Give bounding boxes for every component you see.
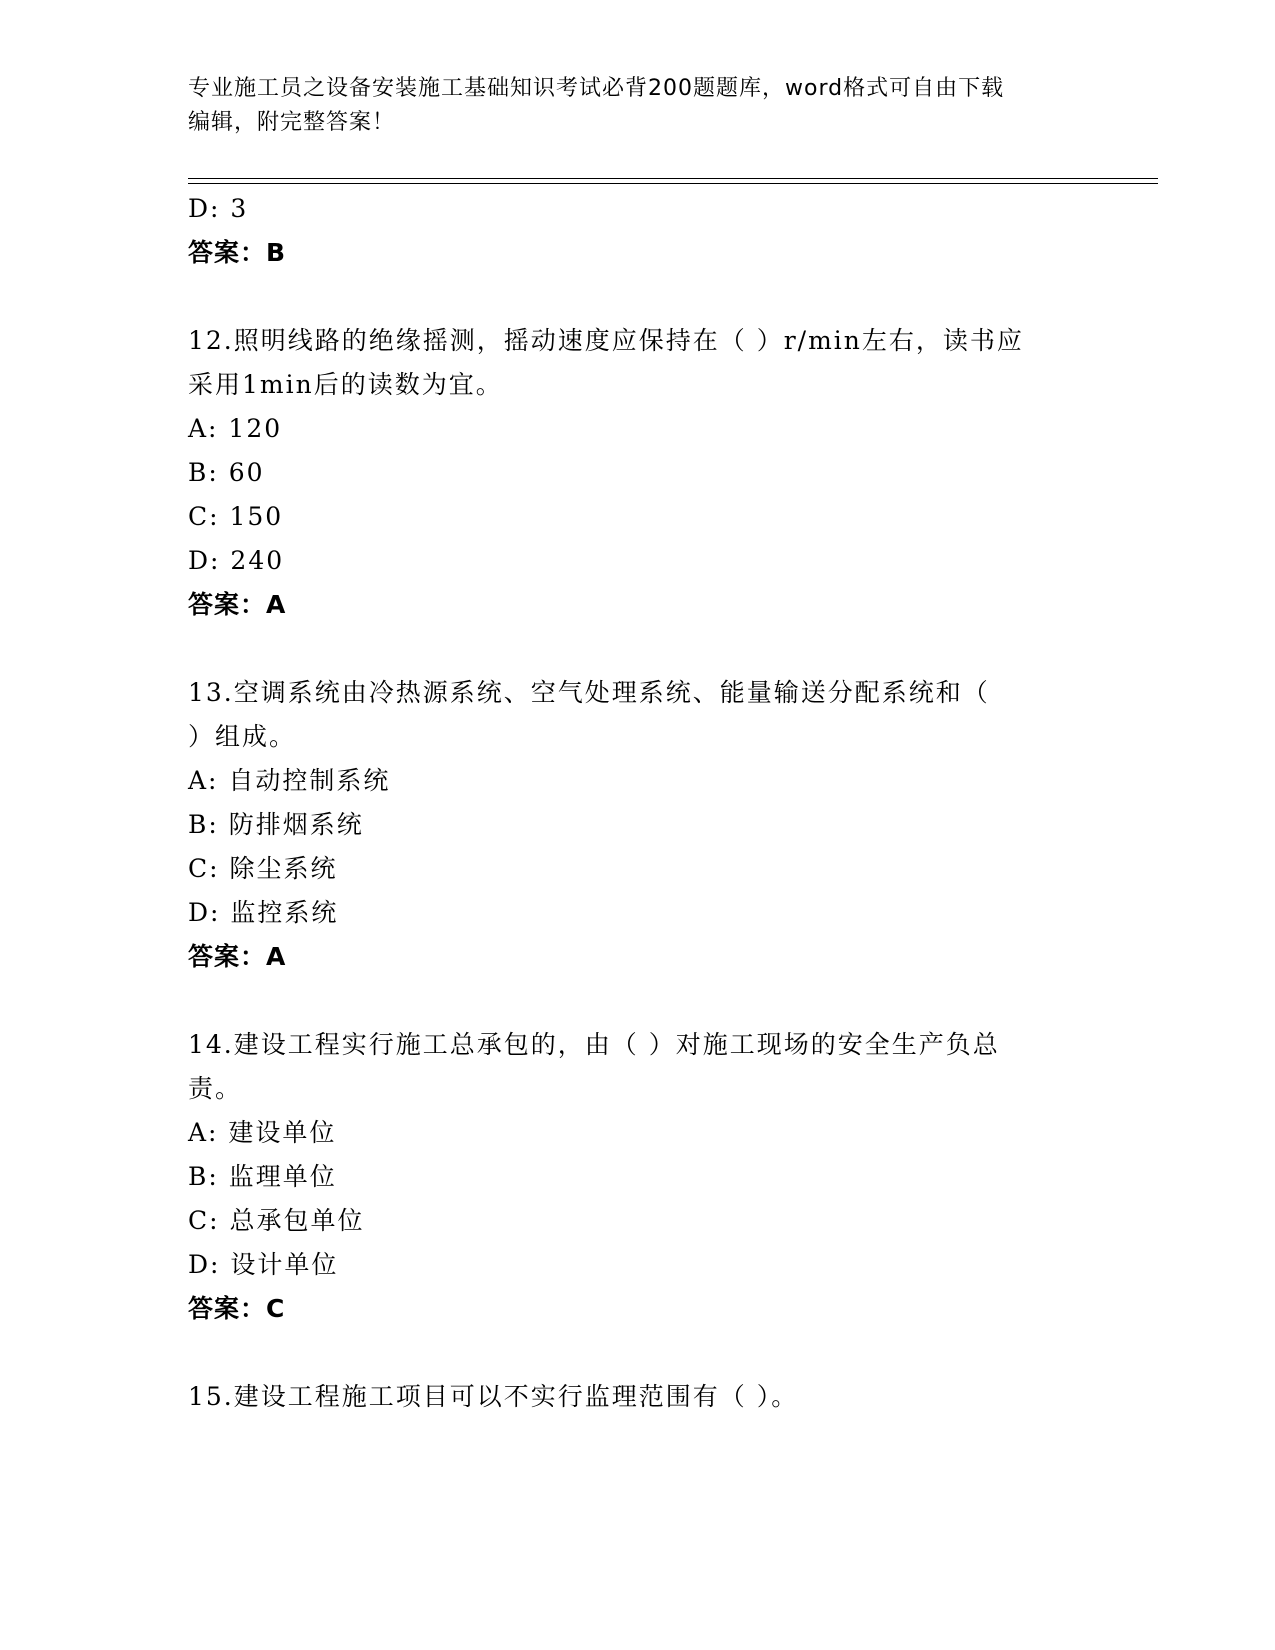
question-12-option-d: D: 240	[188, 546, 285, 575]
question-13-option-d: D: 监控系统	[188, 898, 339, 927]
question-13-option-b: B: 防排烟系统	[188, 810, 364, 839]
header-line-1: 专业施工员之设备安装施工基础知识考试必背200题题库，word格式可自由下载	[188, 76, 1005, 101]
question-13-option-c: C: 除尘系统	[188, 854, 338, 883]
question-14-option-d: D: 设计单位	[188, 1250, 339, 1279]
question-12-option-a: A: 120	[188, 414, 283, 443]
header-line-2: 编辑，附完整答案！	[188, 110, 396, 135]
question-14-answer: 答案：C	[188, 1294, 286, 1323]
answer-line: 答案：B	[188, 238, 287, 267]
question-12-option-c: C: 150	[188, 502, 284, 531]
document-header	[188, 72, 1088, 140]
question-13-answer: 答案：A	[188, 942, 287, 971]
question-14-option-b: B: 监理单位	[188, 1162, 337, 1191]
header-divider-bottom	[188, 183, 1158, 184]
question-13-stem-line-2: ）组成。	[188, 722, 297, 751]
question-14-option-c: C: 总承包单位	[188, 1206, 365, 1235]
question-14-stem-line-1: 14.建设工程实行施工总承包的，由（ ）对施工现场的安全生产负总	[188, 1030, 1000, 1059]
question-13-option-a: A: 自动控制系统	[188, 766, 391, 795]
question-12-stem-line-2: 采用1min后的读数为宜。	[188, 370, 503, 399]
question-12-option-b: B: 60	[188, 458, 265, 487]
question-12-answer: 答案：A	[188, 590, 287, 619]
question-12-stem-line-1: 12.照明线路的绝缘摇测，摇动速度应保持在（ ）r/min左右，读书应	[188, 326, 1024, 355]
option-d: D: 3	[188, 194, 249, 223]
question-15-stem-line-1: 15.建设工程施工项目可以不实行监理范围有（ ）。	[188, 1382, 799, 1411]
question-14-stem-line-2: 责。	[188, 1074, 243, 1103]
question-13-stem-line-1: 13.空调系统由冷热源系统、空气处理系统、能量输送分配系统和（	[188, 678, 990, 707]
question-14-option-a: A: 建设单位	[188, 1118, 337, 1147]
header-divider-top	[188, 178, 1158, 179]
